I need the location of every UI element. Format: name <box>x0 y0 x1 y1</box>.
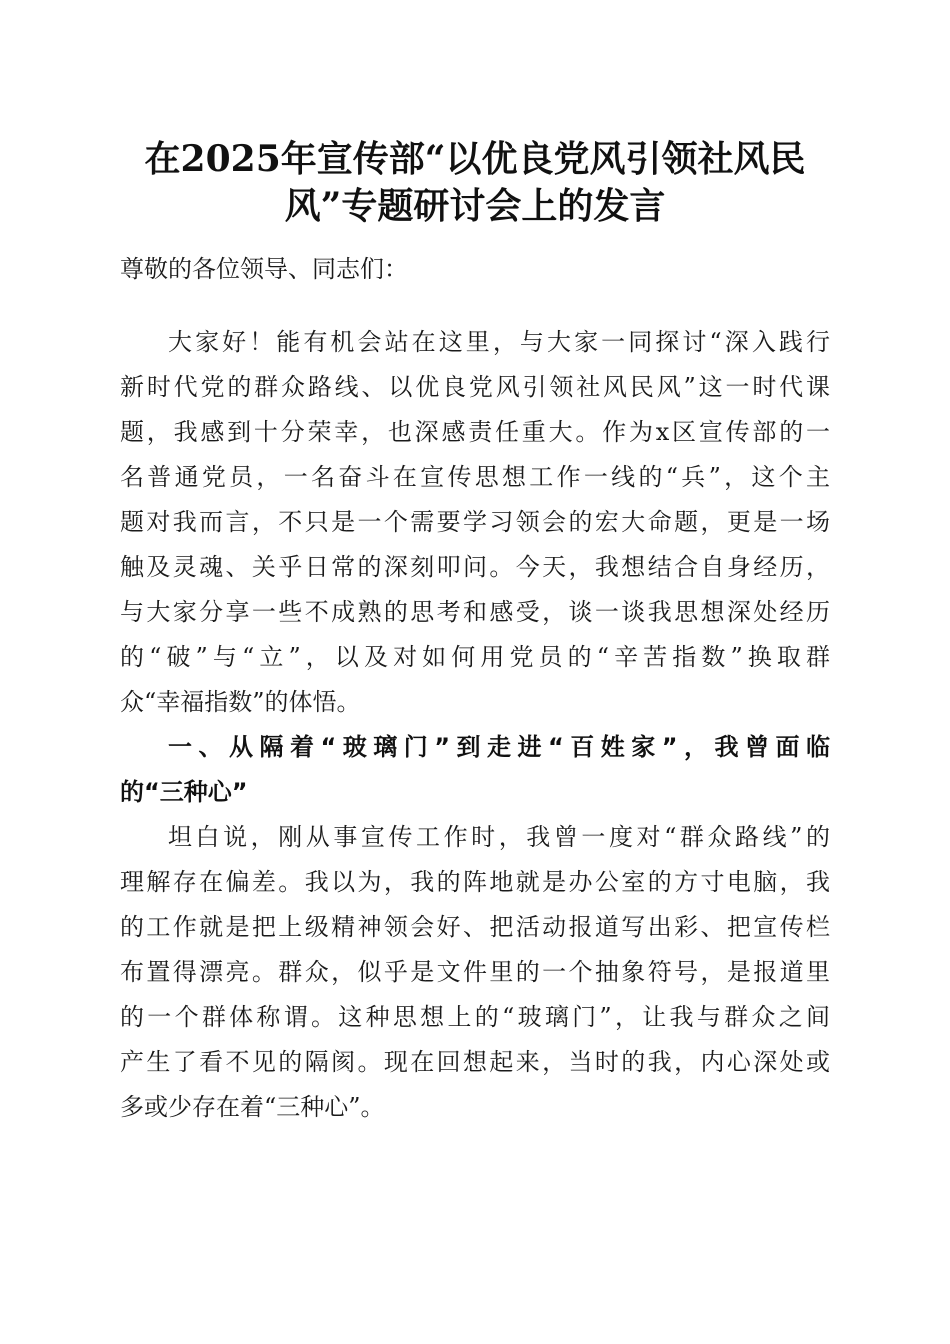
paragraph-1-line-9: 众“幸福指数”的体悟。 <box>120 688 361 716</box>
paragraph-1-line-2: 新时代党的群众路线、以优良党风引领社风民风”这一时代课 <box>120 373 830 401</box>
paragraph-2-line-7: 多或少存在着“三种心”。 <box>120 1093 385 1121</box>
salutation: 尊敬的各位领导、同志们： <box>120 255 408 283</box>
paragraph-1-line-6: 触及灵魂、关乎日常的深刻叩问。今天，我想结合自身经历， <box>120 553 830 581</box>
paragraph-2-line-5: 的一个群体称谓。这种思想上的“玻璃门”，让我与群众之间 <box>120 1003 830 1031</box>
section-1-heading-line-2: 的“三种心” <box>120 778 248 806</box>
paragraph-2-line-3: 的工作就是把上级精神领会好、把活动报道写出彩、把宣传栏 <box>120 913 830 941</box>
paragraph-2-line-4: 布置得漂亮。群众，似乎是文件里的一个抽象符号，是报道里 <box>120 958 830 986</box>
paragraph-2-line-2: 理解存在偏差。我以为，我的阵地就是办公室的方寸电脑，我 <box>120 868 830 896</box>
paragraph-2-line-1: 坦白说，刚从事宣传工作时，我曾一度对“群众路线”的 <box>168 823 830 851</box>
paragraph-1-line-7: 与大家分享一些不成熟的思考和感受，谈一谈我思想深处经历 <box>120 598 830 626</box>
paragraph-2-line-6: 产生了看不见的隔阂。现在回想起来，当时的我，内心深处或 <box>120 1048 830 1076</box>
paragraph-1-line-3: 题，我感到十分荣幸，也深感责任重大。作为x区宣传部的一 <box>120 418 830 446</box>
paragraph-1-line-1: 大家好！能有机会站在这里，与大家一同探讨“深入践行 <box>168 328 830 356</box>
paragraph-1-line-5: 题对我而言，不只是一个需要学习领会的宏大命题，更是一场 <box>120 508 830 536</box>
document-title-line-2: 风”专题研讨会上的发言 <box>284 185 666 227</box>
section-1-heading-line-1: 一、从隔着“玻璃门”到走进“百姓家”，我曾面临 <box>168 733 830 761</box>
paragraph-1-line-4: 名普通党员，一名奋斗在宣传思想工作一线的“兵”，这个主 <box>120 463 830 491</box>
paragraph-1-line-8: 的“破”与“立”，以及对如何用党员的“辛苦指数”换取群 <box>120 643 830 671</box>
document-title-line-1: 在2025年宣传部“以优良党风引领社风民 <box>144 138 806 180</box>
